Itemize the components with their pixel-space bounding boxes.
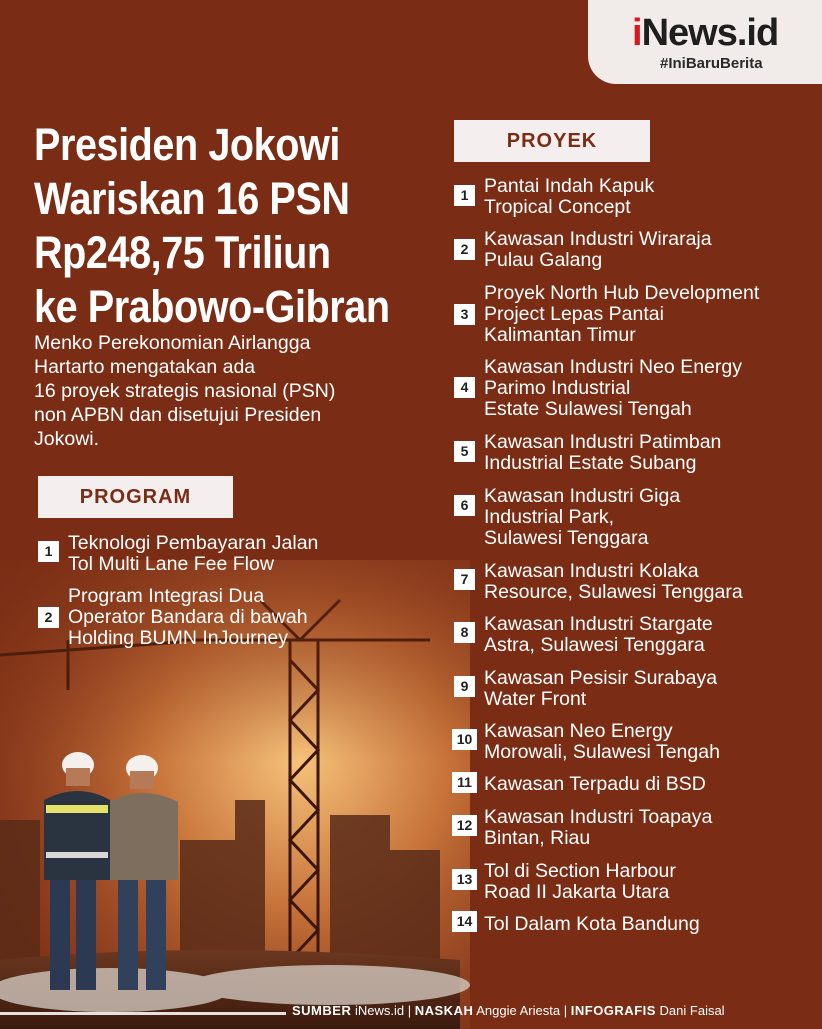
- intro-paragraph: [34, 331, 394, 451]
- intro-line-2: Hartarto mengatakan ada: [34, 356, 256, 378]
- proyek-item-2: [484, 229, 712, 271]
- intro-line-1: Menko Perekonomian Airlangga: [34, 332, 311, 354]
- intro-line-3: 16 proyek strategis nasional (PSN): [34, 380, 336, 402]
- proyek-item-14-line-1: Tol Dalam Kota Bandung: [484, 913, 700, 935]
- proyek-number-13: 13: [452, 869, 477, 890]
- inews-logo: [632, 12, 778, 55]
- proyek-item-5-line-1: Kawasan Industri Patimban: [484, 431, 722, 453]
- program-item-1: [68, 533, 318, 575]
- footer-credits: [292, 1003, 725, 1018]
- proyek-item-10: [484, 721, 720, 763]
- proyek-item-7: [484, 561, 743, 603]
- program-item-1-line-2: Tol Multi Lane Fee Flow: [68, 553, 274, 575]
- proyek-section-label: PROYEK: [454, 120, 650, 162]
- proyek-item-13-line-2: Road II Jakarta Utara: [484, 881, 670, 903]
- footer-separator-1: |: [407, 1003, 412, 1018]
- proyek-item-5: [484, 432, 721, 474]
- footer-naskah-label: NASKAH: [414, 1003, 474, 1018]
- proyek-item-10-line-2: Morowali, Sulawesi Tengah: [484, 741, 720, 763]
- proyek-item-2-line-1: Kawasan Industri Wiraraja: [484, 228, 712, 250]
- proyek-item-3-line-2: Project Lepas Pantai: [484, 303, 664, 325]
- proyek-item-13: [484, 861, 676, 903]
- proyek-item-1-line-1: Pantai Indah Kapuk: [484, 175, 655, 197]
- proyek-item-10-line-1: Kawasan Neo Energy: [484, 720, 673, 742]
- proyek-item-11-line-1: Kawasan Terpadu di BSD: [484, 773, 706, 795]
- proyek-item-6: [484, 486, 680, 549]
- program-item-2: [68, 586, 308, 649]
- proyek-item-12: [484, 807, 712, 849]
- proyek-item-6-line-3: Sulawesi Tenggara: [484, 527, 649, 549]
- headline-line-1: Presiden Jokowi: [34, 119, 340, 170]
- proyek-item-5-line-2: Industrial Estate Subang: [484, 452, 697, 474]
- proyek-number-11: 11: [452, 772, 477, 793]
- footer-sumber-label: SUMBER: [292, 1003, 352, 1018]
- logo-i: i: [632, 12, 642, 54]
- proyek-number-3: 3: [454, 304, 475, 325]
- footer-divider: [0, 1012, 286, 1015]
- proyek-item-2-line-2: Pulau Galang: [484, 249, 603, 271]
- proyek-item-9-line-1: Kawasan Pesisir Surabaya: [484, 667, 718, 689]
- proyek-number-1: 1: [454, 185, 475, 206]
- program-section-label: PROGRAM: [38, 476, 233, 518]
- headline-line-3: Rp248,75 Triliun: [34, 227, 331, 278]
- proyek-number-8: 8: [454, 622, 475, 643]
- logo-tagline: #IniBaruBerita: [660, 55, 763, 72]
- proyek-number-12: 12: [452, 815, 477, 836]
- program-item-2-line-2: Operator Bandara di bawah: [68, 606, 308, 628]
- proyek-item-11: [484, 774, 706, 795]
- program-item-1-line-1: Teknologi Pembayaran Jalan: [68, 532, 319, 554]
- proyek-item-7-line-1: Kawasan Industri Kolaka: [484, 560, 699, 582]
- proyek-item-12-line-1: Kawasan Industri Toapaya: [484, 806, 713, 828]
- proyek-number-9: 9: [454, 676, 475, 697]
- intro-line-5: Jokowi.: [34, 428, 100, 450]
- proyek-item-4-line-1: Kawasan Industri Neo Energy: [484, 356, 742, 378]
- proyek-item-3: [484, 283, 759, 346]
- program-item-2-line-3: Holding BUMN InJourney: [68, 627, 289, 649]
- proyek-number-2: 2: [454, 239, 475, 260]
- proyek-number-14: 14: [452, 911, 477, 932]
- proyek-item-4-line-2: Parimo Industrial: [484, 377, 631, 399]
- proyek-number-10: 10: [452, 729, 477, 750]
- proyek-item-8: [484, 614, 713, 656]
- proyek-item-8-line-1: Kawasan Industri Stargate: [484, 613, 713, 635]
- proyek-item-13-line-1: Tol di Section Harbour: [484, 860, 676, 882]
- proyek-item-4-line-3: Estate Sulawesi Tengah: [484, 398, 692, 420]
- proyek-item-9-line-2: Water Front: [484, 688, 587, 710]
- program-number-1: 1: [38, 541, 59, 562]
- proyek-item-3-line-1: Proyek North Hub Development: [484, 282, 760, 304]
- proyek-item-3-line-3: Kalimantan Timur: [484, 324, 636, 346]
- intro-line-4: non APBN dan disetujui Presiden: [34, 404, 322, 426]
- proyek-number-4: 4: [454, 377, 475, 398]
- proyek-item-7-line-2: Resource, Sulawesi Tenggara: [484, 581, 743, 603]
- proyek-item-12-line-2: Bintan, Riau: [484, 827, 591, 849]
- footer-sumber-value: iNews.id: [354, 1003, 405, 1018]
- proyek-item-1-line-2: Tropical Concept: [484, 196, 631, 218]
- footer-infografis-label: INFOGRAFIS: [570, 1003, 656, 1018]
- proyek-number-7: 7: [454, 569, 475, 590]
- headline: [34, 118, 390, 334]
- headline-line-2: Wariskan 16 PSN: [34, 173, 350, 224]
- program-item-2-line-1: Program Integrasi Dua: [68, 585, 265, 607]
- proyek-item-9: [484, 668, 717, 710]
- proyek-item-8-line-2: Astra, Sulawesi Tenggara: [484, 634, 705, 656]
- proyek-item-4: [484, 357, 742, 420]
- footer-infografis-value: Dani Faisal: [659, 1003, 725, 1018]
- program-number-2: 2: [38, 607, 59, 628]
- proyek-number-5: 5: [454, 441, 475, 462]
- footer-separator-2: |: [563, 1003, 568, 1018]
- headline-line-4: ke Prabowo-Gibran: [34, 281, 390, 332]
- footer-naskah-value: Anggie Ariesta: [476, 1003, 561, 1018]
- proyek-item-6-line-1: Kawasan Industri Giga: [484, 485, 681, 507]
- proyek-item-1: [484, 176, 654, 218]
- logo-wordmark: News.id: [641, 12, 779, 54]
- proyek-number-6: 6: [454, 495, 475, 516]
- proyek-item-6-line-2: Industrial Park,: [484, 506, 615, 528]
- proyek-item-14: [484, 914, 700, 935]
